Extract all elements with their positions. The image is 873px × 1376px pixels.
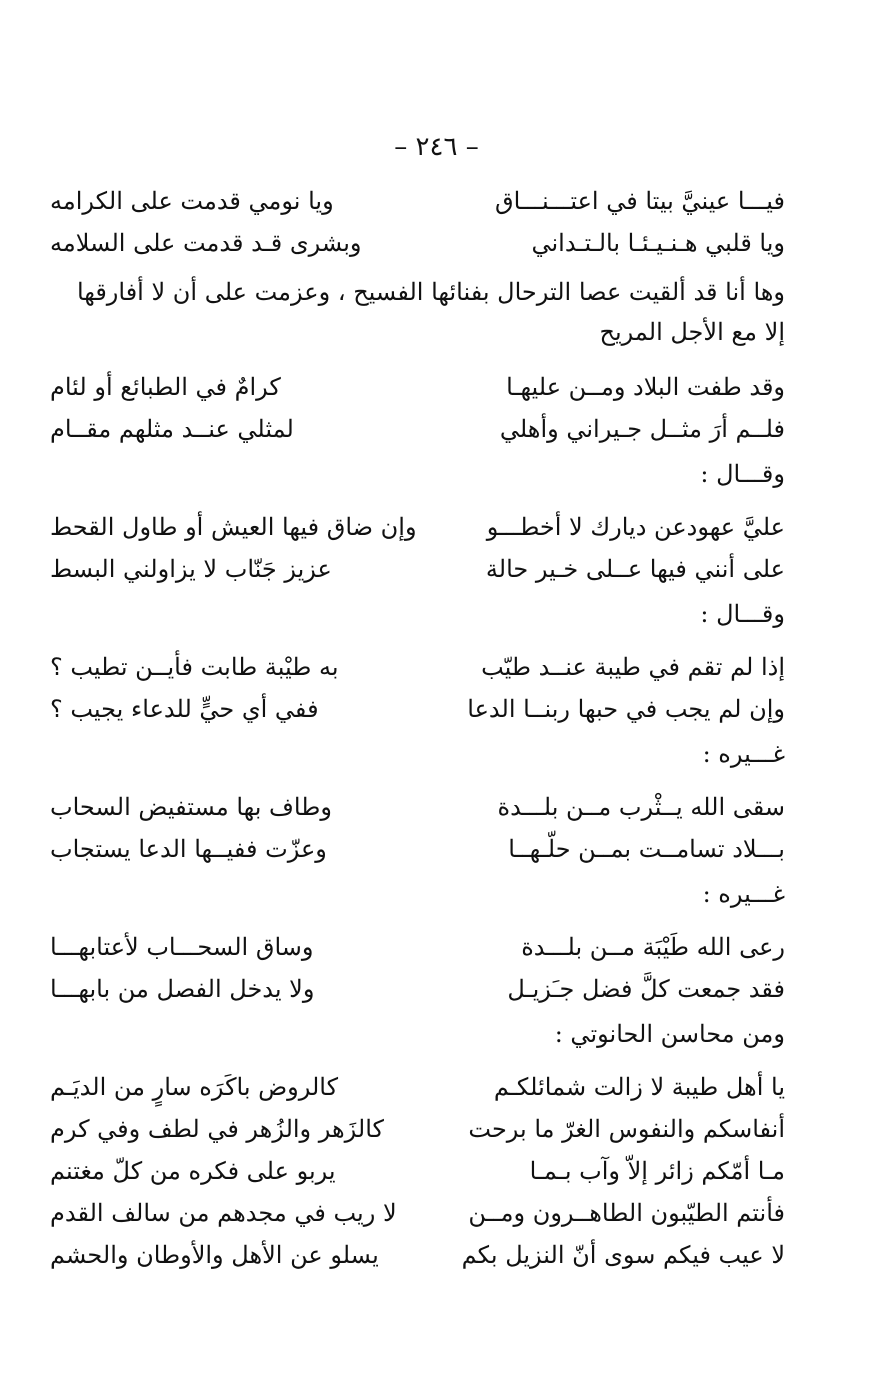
first-hemistich: عليَّ عهودعن ديارك لا أخطـــو	[486, 513, 785, 541]
first-hemistich: أنفاسكم والنفوس الغرّ ما برحت	[468, 1115, 785, 1143]
first-hemistich: إذا لم تقم في طيبة عنــد طيّب	[481, 653, 785, 681]
prose-line: وها أنا قد ألقيت عصا الترحال بفنائها الفسيح ، وعزمت على أن لا أفارقها	[76, 278, 785, 306]
first-hemistich: فأنتم الطيّبون الطاهــرون ومــن	[468, 1199, 785, 1227]
section-heading: وقـــال :	[700, 600, 785, 628]
first-hemistich: لا عيب فيكم سوى أنّ النزيل بكم	[461, 1241, 785, 1269]
first-hemistich: وقد طفت البلاد ومــن عليهـا	[506, 373, 785, 401]
second-hemistich: وساق السحـــاب لأعتابهـــا	[50, 933, 314, 961]
first-hemistich: بـــلاد تسامــت بمــن حلّـهــا	[508, 835, 785, 863]
second-hemistich: كالزَهر والزُهر في لطف وفي كرم	[50, 1115, 384, 1143]
first-hemistich: على أنني فيها عــلى خـير حالة	[485, 555, 785, 583]
section-heading: غـــيره :	[702, 740, 785, 768]
second-hemistich: وطاف بها مستفيض السحاب	[50, 793, 332, 821]
page-number: – ٢٤٦ –	[394, 132, 479, 162]
poem-line	[50, 688, 785, 730]
prose-paragraph	[50, 272, 785, 352]
prose-line: إلا مع الأجل المريح	[599, 318, 785, 346]
second-hemistich: وعزّت ففيــها الدعا يستجاب	[50, 835, 327, 863]
first-hemistich: وإن لم يجب في حبها ربنــا الدعا	[467, 695, 785, 723]
first-hemistich: ويا قلبي هـنـيـئـا بالـتـداني	[531, 229, 785, 257]
first-hemistich: يا أهل طيبة لا زالت شمائلكـم	[493, 1073, 785, 1101]
second-hemistich: كرامٌ في الطبائع أو لئام	[50, 373, 281, 401]
poem-line	[50, 548, 785, 590]
poem-line	[50, 828, 785, 870]
section-heading: غـــيره :	[702, 880, 785, 908]
second-hemistich: عزيز جَنّاب لا يزاولني البسط	[50, 555, 332, 583]
poem-line	[50, 1192, 785, 1234]
poem-line	[50, 786, 785, 828]
poem-line	[50, 366, 785, 408]
first-hemistich: رعى الله طَيْبَة مــن بلـــدة	[521, 933, 785, 961]
second-hemistich: وإن ضاق فيها العيش أو طاول القحط	[50, 513, 417, 541]
poem-line	[50, 926, 785, 968]
second-hemistich: وبشرى قـد قدمت على السلامه	[50, 229, 362, 257]
poem-line	[50, 222, 785, 264]
poem-line	[50, 180, 785, 222]
second-hemistich: لا ريب في مجدهم من سالف القدم	[50, 1199, 397, 1227]
first-hemistich: فلــم أرَ مثــل جـيراني وأهلي	[499, 415, 785, 443]
second-hemistich: كالروض باكَرَه سارٍ من الديَـم	[50, 1073, 339, 1101]
page-content	[50, 180, 785, 1276]
poem-line	[50, 506, 785, 548]
second-hemistich: ففي أي حيٍّ للدعاء يجيب ؟	[50, 695, 319, 723]
second-hemistich: به طيْبة طابت فأيــن تطيب ؟	[50, 653, 339, 681]
second-hemistich: يربو على فكره من كلّ مغتنم	[50, 1157, 336, 1185]
poem-line	[50, 408, 785, 450]
section-heading: وقـــال :	[700, 460, 785, 488]
first-hemistich: مـا أمّكم زائر إلاّ وآب بـمـا	[529, 1157, 785, 1185]
poem-line	[50, 968, 785, 1010]
first-hemistich: فقد جمعت كلَّ فضل جـَزيـل	[507, 975, 785, 1003]
section-heading: ومن محاسن الحانوتي :	[554, 1020, 785, 1048]
first-hemistich: سقى الله يــثْرب مــن بلـــدة	[497, 793, 785, 821]
poem-line	[50, 1108, 785, 1150]
second-hemistich: يسلو عن الأهل والأوطان والحشم	[50, 1241, 379, 1269]
poem-line	[50, 646, 785, 688]
second-hemistich: لمثلي عنــد مثلهم مقــام	[50, 415, 294, 443]
poem-line	[50, 1066, 785, 1108]
poem-line	[50, 1234, 785, 1276]
poem-line	[50, 1150, 785, 1192]
second-hemistich: ولا يدخل الفصل من بابهـــا	[50, 975, 315, 1003]
first-hemistich: فيـــا عينيَّ بيتا في اعتـــنـــاق	[495, 187, 785, 215]
second-hemistich: ويا نومي قدمت على الكرامه	[50, 187, 334, 215]
